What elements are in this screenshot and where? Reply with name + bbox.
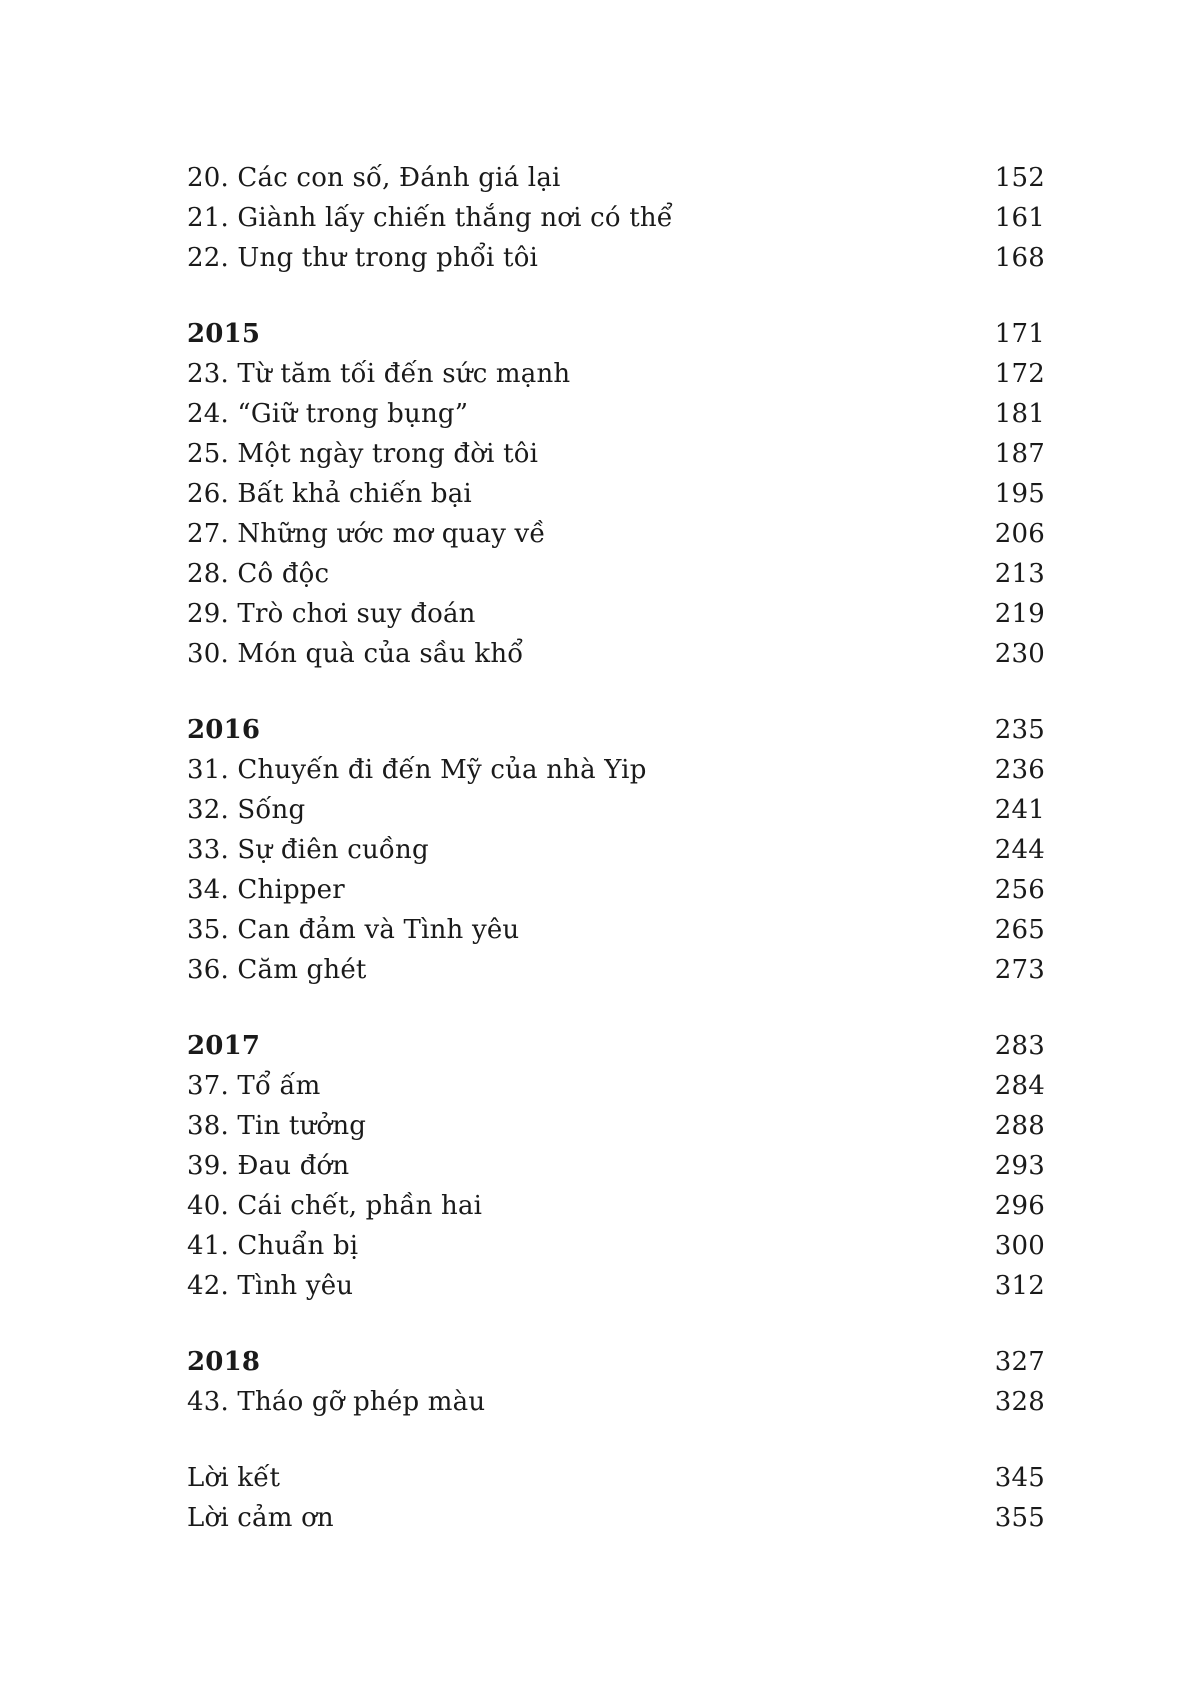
toc-entry — [187, 870, 1045, 910]
toc-entry-page: 345 — [994, 1463, 1045, 1493]
toc-entry — [187, 1106, 1045, 1146]
toc-entry-title: 37. Tổ ấm — [187, 1071, 321, 1101]
toc-entry-page: 195 — [994, 479, 1045, 509]
toc-entry — [187, 1498, 1045, 1538]
toc-entry — [187, 394, 1045, 434]
toc-section-continued — [187, 158, 1045, 278]
toc-entry-title: 26. Bất khả chiến bại — [187, 479, 472, 509]
toc-entry-page: 152 — [994, 163, 1045, 193]
toc-entry-title: 43. Tháo gỡ phép màu — [187, 1387, 486, 1417]
toc-entry-title: 31. Chuyến đi đến Mỹ của nhà Yip — [187, 755, 647, 785]
toc-year-title: 2016 — [187, 715, 261, 745]
toc-entry-title: 30. Món quà của sầu khổ — [187, 639, 524, 669]
toc-entry-title: Lời cảm ơn — [187, 1503, 334, 1533]
toc-entry — [187, 434, 1045, 474]
toc-entry-title: 21. Giành lấy chiến thắng nơi có thể — [187, 203, 673, 233]
toc-entry — [187, 1066, 1045, 1106]
toc-entry-title: 33. Sự điên cuồng — [187, 835, 429, 865]
toc-entry-page: 300 — [994, 1231, 1045, 1261]
toc-section-back-matter — [187, 1458, 1045, 1538]
toc-entry-page: 312 — [994, 1271, 1045, 1301]
toc-entry — [187, 1186, 1045, 1226]
toc-entry-title: 25. Một ngày trong đời tôi — [187, 439, 539, 469]
toc-entry — [187, 158, 1045, 198]
toc-entry — [187, 594, 1045, 634]
table-of-contents — [187, 158, 1045, 1538]
toc-entry-page: 265 — [994, 915, 1045, 945]
toc-entry-title: 41. Chuẩn bị — [187, 1231, 359, 1261]
toc-entry — [187, 514, 1045, 554]
toc-year-title: 2015 — [187, 319, 261, 349]
toc-entry — [187, 910, 1045, 950]
toc-entry-title: 34. Chipper — [187, 875, 345, 905]
toc-entry — [187, 1458, 1045, 1498]
toc-entry — [187, 790, 1045, 830]
toc-entry-title: 39. Đau đớn — [187, 1151, 350, 1181]
toc-year-heading — [187, 314, 1045, 354]
toc-entry-title: 24. “Giữ trong bụng” — [187, 399, 469, 429]
toc-entry-page: 355 — [994, 1503, 1045, 1533]
toc-entry — [187, 1266, 1045, 1306]
toc-year-page: 283 — [994, 1031, 1045, 1061]
toc-entry — [187, 1146, 1045, 1186]
toc-entry-page: 168 — [994, 243, 1045, 273]
toc-entry-page: 244 — [994, 835, 1045, 865]
toc-entry-title: 38. Tin tưởng — [187, 1111, 367, 1141]
toc-entry-title: 23. Từ tăm tối đến sức mạnh — [187, 359, 571, 389]
toc-entry-page: 206 — [994, 519, 1045, 549]
toc-section-2017 — [187, 1026, 1045, 1306]
toc-section-2016 — [187, 710, 1045, 990]
toc-entry-page: 172 — [994, 359, 1045, 389]
toc-entry-page: 236 — [994, 755, 1045, 785]
toc-entry-title: 32. Sống — [187, 795, 306, 825]
toc-entry-title: 28. Cô độc — [187, 559, 330, 589]
toc-entry — [187, 950, 1045, 990]
toc-entry — [187, 474, 1045, 514]
toc-entry — [187, 1382, 1045, 1422]
toc-entry-title: 35. Can đảm và Tình yêu — [187, 915, 520, 945]
toc-entry — [187, 830, 1045, 870]
toc-section-2018 — [187, 1342, 1045, 1422]
toc-entry-title: 27. Những ước mơ quay về — [187, 519, 546, 549]
toc-year-title: 2018 — [187, 1347, 261, 1377]
toc-entry-page: 284 — [994, 1071, 1045, 1101]
toc-year-page: 327 — [994, 1347, 1045, 1377]
toc-entry-page: 293 — [994, 1151, 1045, 1181]
toc-entry — [187, 750, 1045, 790]
toc-entry-title: 22. Ung thư trong phổi tôi — [187, 243, 539, 273]
toc-entry-page: 328 — [994, 1387, 1045, 1417]
toc-entry — [187, 198, 1045, 238]
toc-year-heading — [187, 710, 1045, 750]
toc-entry — [187, 354, 1045, 394]
toc-entry-page: 230 — [994, 639, 1045, 669]
toc-entry-page: 256 — [994, 875, 1045, 905]
toc-entry-page: 241 — [994, 795, 1045, 825]
toc-year-page: 171 — [994, 319, 1045, 349]
toc-entry — [187, 554, 1045, 594]
toc-entry-page: 219 — [994, 599, 1045, 629]
toc-entry-page: 213 — [994, 559, 1045, 589]
toc-entry-title: 40. Cái chết, phần hai — [187, 1191, 483, 1221]
toc-entry-title: Lời kết — [187, 1463, 281, 1493]
toc-entry-title: 42. Tình yêu — [187, 1271, 354, 1301]
toc-entry — [187, 634, 1045, 674]
toc-entry-page: 187 — [994, 439, 1045, 469]
toc-entry-title: 29. Trò chơi suy đoán — [187, 599, 476, 629]
toc-entry-page: 161 — [994, 203, 1045, 233]
toc-entry-title: 20. Các con số, Đánh giá lại — [187, 163, 561, 193]
toc-entry-title: 36. Căm ghét — [187, 955, 367, 985]
toc-entry-page: 288 — [994, 1111, 1045, 1141]
toc-entry-page: 273 — [994, 955, 1045, 985]
toc-entry-page: 296 — [994, 1191, 1045, 1221]
toc-year-heading — [187, 1342, 1045, 1382]
toc-year-page: 235 — [994, 715, 1045, 745]
toc-entry — [187, 1226, 1045, 1266]
toc-entry-page: 181 — [994, 399, 1045, 429]
toc-section-2015 — [187, 314, 1045, 674]
toc-entry — [187, 238, 1045, 278]
toc-year-title: 2017 — [187, 1031, 261, 1061]
toc-year-heading — [187, 1026, 1045, 1066]
